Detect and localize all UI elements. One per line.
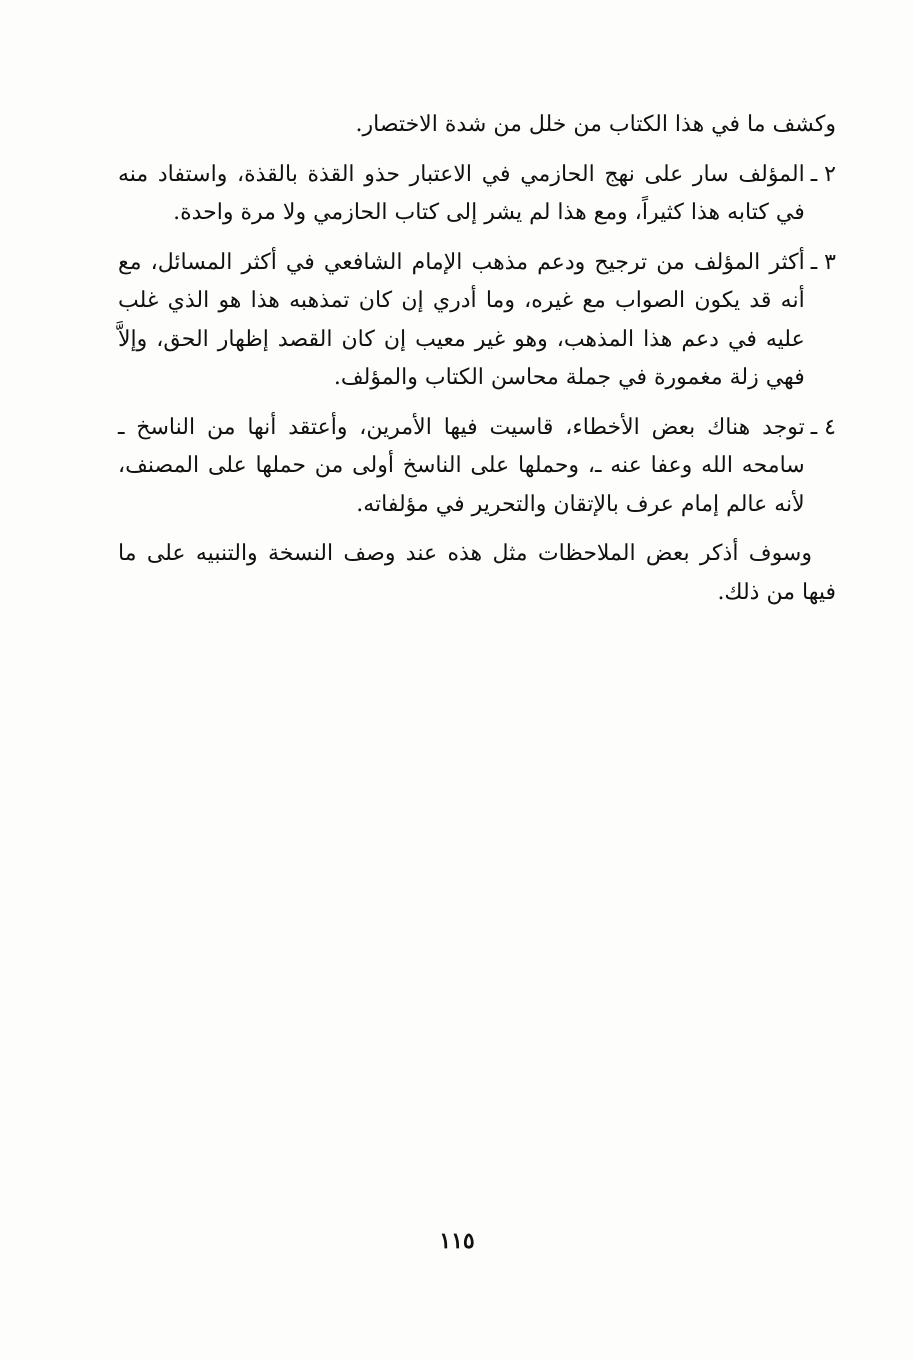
list-item [118, 409, 836, 525]
page-body [118, 106, 836, 623]
page-number: ١١٥ [439, 1228, 475, 1254]
closing-paragraph: وسوف أذكر بعض الملاحظات مثل هذه عند وصف النسخة والتنبيه على ما فيها من ذلك. [118, 541, 836, 605]
intro-paragraph: وكشف ما في هذا الكتاب من خلل من شدة الاختصار. [355, 112, 836, 137]
list-item-text: المؤلف سار على نهج الحازمي في الاعتبار حذو القذة بالقذة، واستفاد منه في كتابه هذا كثيراً، ومع هذا لم يشر إلى كتاب الحازمي ولا مرة واحدة. [118, 161, 805, 225]
list-item-text: أكثر المؤلف من ترجيح ودعم مذهب الإمام الشافعي في أكثر المسائل، مع أنه قد يكون الصواب مع غيره، وما أدري إن كان تمذهبه هذا هو الذي غلب عليه في دعم هذا المذهب، وهو غير معيب إن كان القصد إظهار الحق، وإلاَّ فهي زلة مغمورة في جملة محاسن الكتاب والمؤلف. [118, 249, 805, 390]
list-item [118, 244, 836, 398]
list-item [118, 156, 836, 233]
list-item-number: ٢ ـ [810, 161, 836, 187]
list-item-number: ٣ ـ [810, 249, 836, 275]
list-item-text: توجد هناك بعض الأخطاء، قاسيت فيها الأمرين، وأعتقد أنها من الناسخ ـ سامحه الله وعفا عنه ـ، وحملها على الناسخ أولى من حملها على المصنف، لأنه عالم إمام عرف بالإتقان والتحرير في مؤلفاته. [118, 414, 805, 517]
list-item-number: ٤ ـ [810, 414, 836, 440]
